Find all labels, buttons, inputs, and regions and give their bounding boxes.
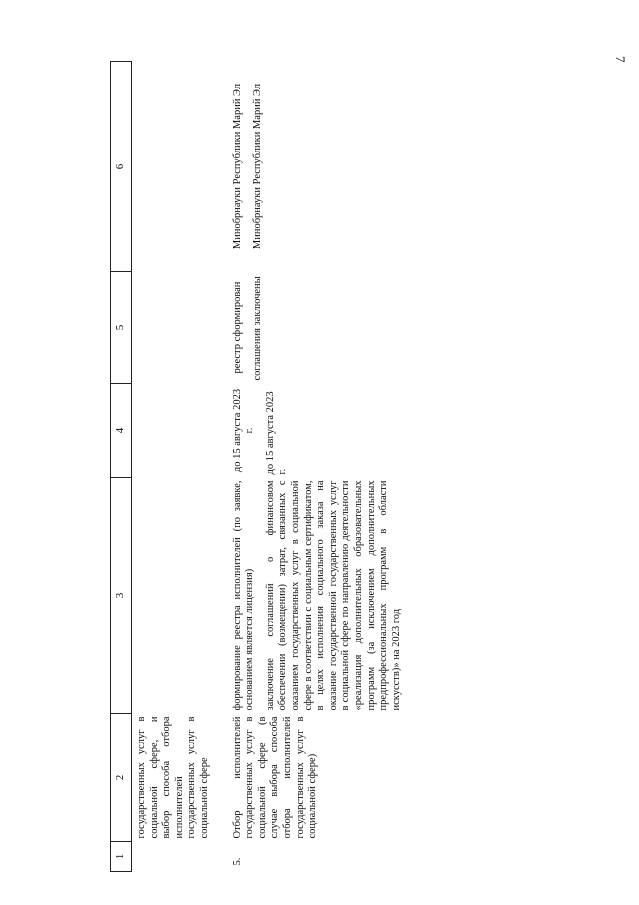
- deadlines-cell: [228, 384, 408, 478]
- result-text: соглашения заключены: [252, 276, 264, 381]
- results-cell: [228, 272, 408, 384]
- responsible-text: Минобрнауки Республики Марий Эл: [231, 83, 243, 250]
- cell-empty: [132, 272, 228, 384]
- header-col-6: 6: [111, 62, 132, 272]
- cell-empty: [132, 842, 228, 872]
- responsible-cell: [228, 62, 408, 272]
- page-number: 7: [613, 56, 628, 63]
- rotated-table-sheet: [110, 62, 630, 872]
- responsible-text: Минобрнауки Республики Марий Эл: [252, 83, 264, 250]
- table-header-row: [111, 62, 132, 872]
- stage-continuation-text: государственных услуг в социальной сфере, и выбор способа отбора исполнителей государственных услуг в социальной сфере: [136, 716, 210, 839]
- table-row: [228, 62, 408, 872]
- activity-text: заключение соглашений о финансовом обеспечении (возмещении) затрат, связанных с оказанием государственных услуг в социальной сфере в соответствии с социальным сертификатом, в целях исполнения социального заказа на оказание государственной государственных услуг в социальной сфере по направлению деятельности «реализация дополнительных образовательных программ (за исключением дополнительных предпрофессиональных программ в области искусств)» на 2023 год: [264, 480, 402, 711]
- stage-name: Отбор исполнителей государственных услуг в социальной сфере (в случае выбора способа отбора исполнителей государственных услуг в социальной сфере): [231, 716, 319, 839]
- deadline-text: до 15 августа 2023 г.: [264, 391, 289, 475]
- cell-empty: [132, 62, 228, 272]
- activity-text: формирование реестра исполнителей (по заявке, основанием является лицензия): [231, 480, 256, 711]
- activities-cell: [228, 478, 408, 714]
- cell-empty: [132, 478, 228, 714]
- cell-empty: [132, 384, 228, 478]
- deadline-text: до 15 августа 2023 г.: [231, 388, 256, 473]
- result-text: реестр сформирован: [231, 281, 243, 374]
- header-col-3: 3: [111, 478, 132, 714]
- header-col-2: 2: [111, 714, 132, 842]
- row-number: 5.: [231, 857, 243, 866]
- header-col-5: 5: [111, 272, 132, 384]
- plan-table: [110, 61, 407, 872]
- table-row-continuation: [132, 62, 228, 872]
- header-col-1: 1: [111, 842, 132, 872]
- header-col-4: 4: [111, 384, 132, 478]
